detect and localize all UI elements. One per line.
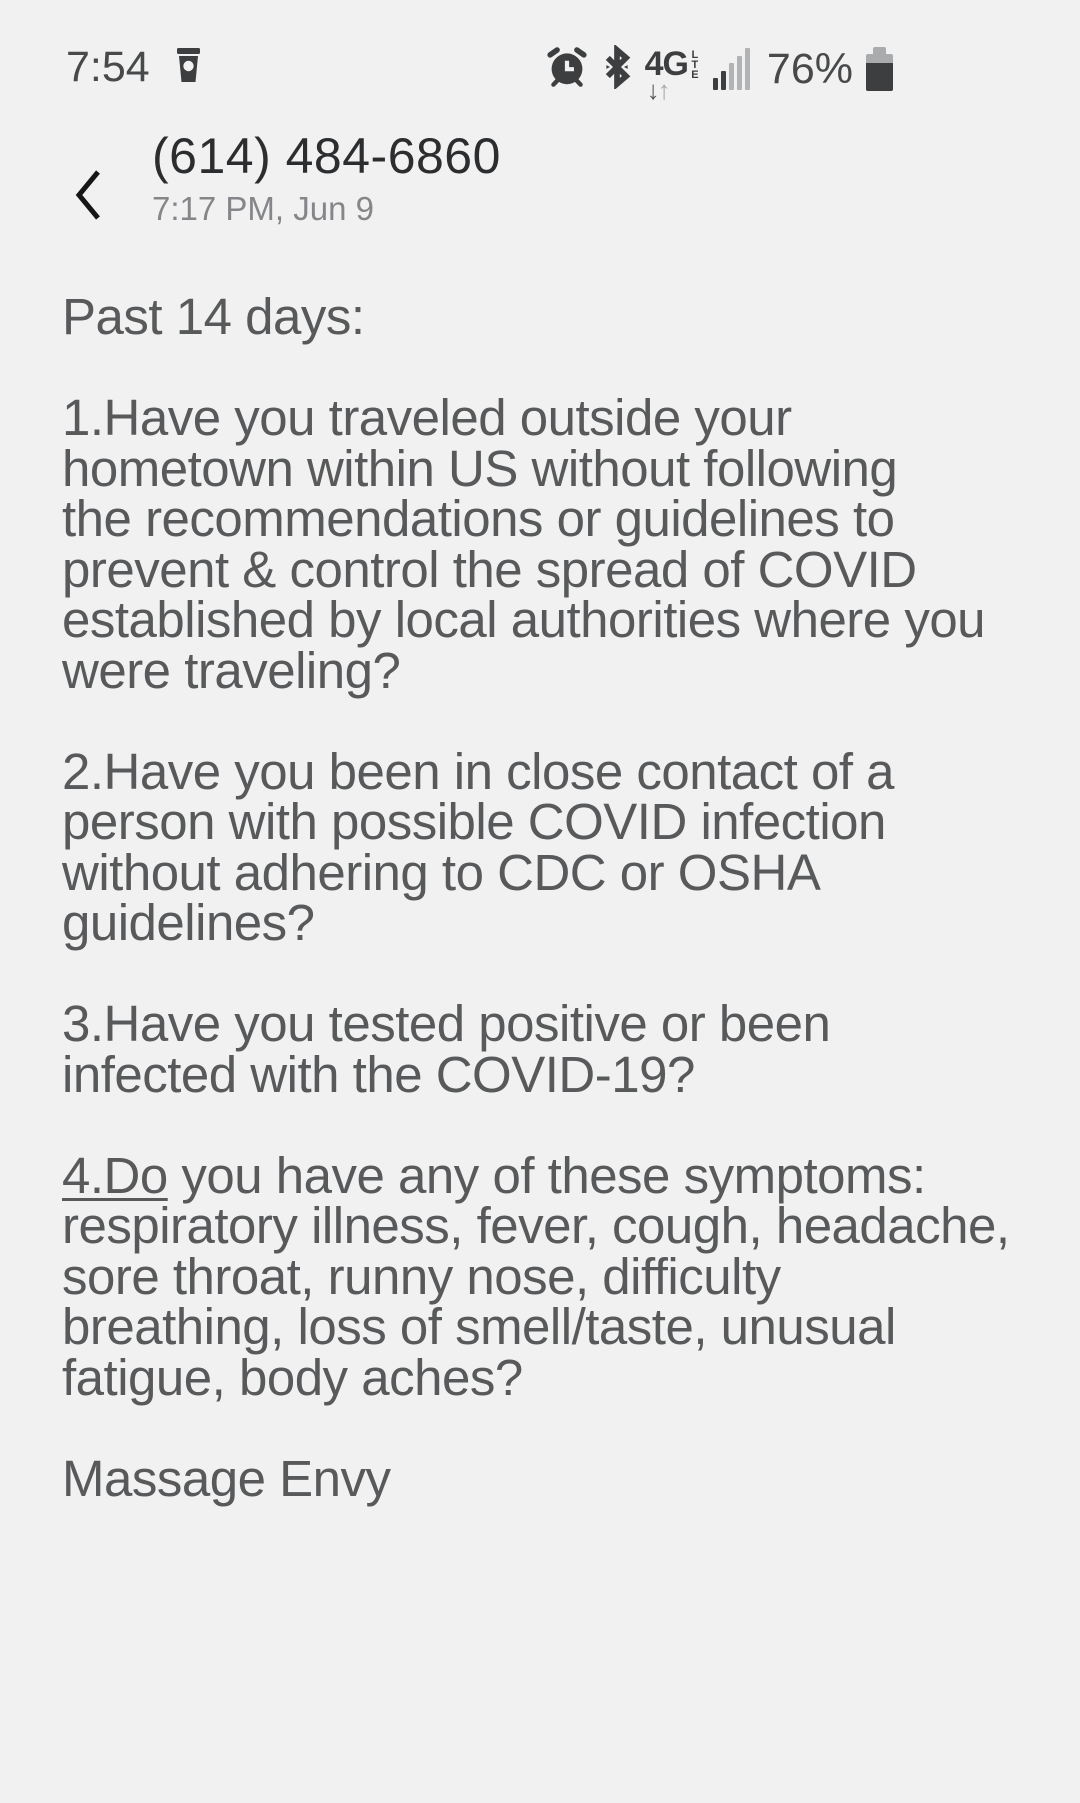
message-line: hometown within US without following (62, 439, 898, 497)
message-paragraph (62, 288, 1010, 345)
status-bar-right (545, 40, 893, 105)
network-sub-text: LTE (688, 49, 701, 79)
message-line: established by local authorities where you (62, 591, 986, 648)
battery-fill (866, 63, 893, 91)
battery-percent-text: 76% (766, 45, 853, 93)
network-4g-lte-icon (644, 45, 701, 105)
message-line: fatigue, body aches? (62, 1348, 523, 1406)
message-line: infected with the COVID-19? (62, 1045, 695, 1103)
message-line (62, 1146, 1010, 1204)
detected-link[interactable]: 4.Do (62, 1146, 168, 1204)
message-line: were traveling? (62, 641, 401, 699)
message-line: without adhering to CDC or OSHA (62, 843, 821, 901)
message-timestamp: 7:17 PM, Jun 9 (152, 190, 374, 227)
message-line: breathing, loss of smell/taste, unusual (62, 1298, 896, 1355)
message-line: person with possible COVID infection (62, 793, 886, 850)
clock-text: 7:54 (66, 43, 150, 91)
message-line: Past 14 days: (62, 288, 365, 345)
message-line: 3.Have you tested positive or been (62, 995, 831, 1052)
message-paragraph (62, 1449, 1010, 1507)
message-line: 1.Have you traveled outside your (62, 389, 792, 446)
back-icon (72, 167, 104, 226)
status-bar-left (66, 44, 202, 90)
message-line: prevent & control the spread of COVID (62, 540, 917, 598)
message-paragraph (62, 995, 1010, 1103)
bluetooth-icon (602, 45, 632, 94)
conversation-header[interactable] (152, 128, 501, 228)
back-button[interactable] (56, 156, 120, 236)
alarm-icon (545, 45, 589, 94)
network-type-text: 4G (644, 45, 688, 83)
message-line-rest: you have any of these symptoms: (167, 1146, 926, 1204)
message-line: 2.Have you been in close contact of a (62, 742, 895, 800)
signal-strength-icon (713, 48, 750, 90)
status-bar (0, 0, 1080, 130)
message-paragraph (62, 1146, 1010, 1406)
message-paragraph (62, 742, 1010, 951)
message-signature: Massage Envy (62, 1449, 391, 1507)
message-line: sore throat, runny nose, difficulty (62, 1247, 781, 1305)
message-line: the recommendations or guidelines to (62, 490, 895, 547)
message-body[interactable] (62, 288, 1010, 1507)
cup-notification-icon (175, 46, 202, 89)
message-paragraph (62, 389, 1010, 699)
message-line: respiratory illness, fever, cough, headache, (62, 1197, 1010, 1254)
message-line: guidelines? (62, 894, 315, 951)
conversation-title: (614) 484-6860 (152, 128, 501, 184)
battery-icon (866, 47, 893, 91)
data-activity-arrows-icon: ↓ ↑ (646, 75, 671, 105)
